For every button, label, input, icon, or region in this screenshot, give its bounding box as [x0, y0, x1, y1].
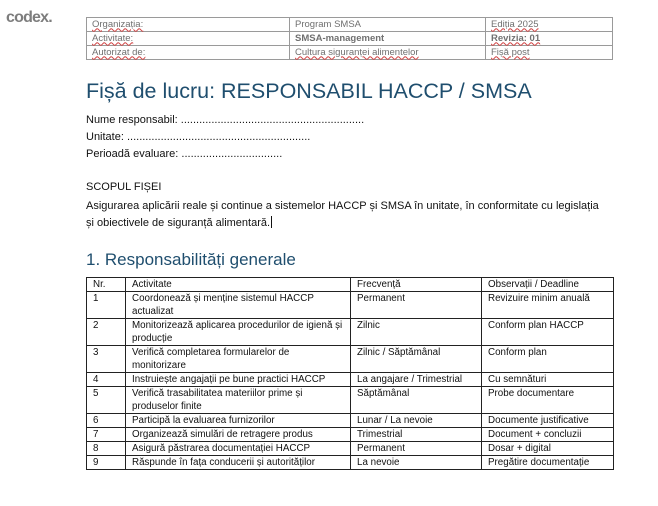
row-number: 8: [87, 442, 126, 456]
row-observations: Conform plan HACCP: [482, 319, 614, 346]
row-activity: Verifică trasabilitatea materiilor prime și produselor finite: [126, 387, 351, 414]
row-frequency: La nevoie: [351, 456, 482, 470]
column-header-frequency: Frecvență: [351, 278, 482, 292]
row-frequency: Zilnic / Săptămânal: [351, 346, 482, 373]
column-header-observations: Observații / Deadline: [482, 278, 614, 292]
text-cursor: [271, 216, 272, 228]
header-doc-type: Fișă post: [491, 46, 530, 58]
row-observations: Dosar + digital: [482, 442, 614, 456]
row-activity: Asigură păstrarea documentației HACCP: [126, 442, 351, 456]
table-row: [87, 292, 614, 319]
unit-field[interactable]: Unitate: ............................................................: [86, 131, 311, 143]
row-frequency: Zilnic: [351, 319, 482, 346]
row-frequency: Permanent: [351, 442, 482, 456]
scope-heading: SCOPUL FIȘEI: [86, 181, 162, 193]
row-number: 3: [87, 346, 126, 373]
document-title: Fișă de lucru: RESPONSABIL HACCP / SMSA: [86, 79, 532, 103]
scope-paragraph[interactable]: Asigurarea aplicării reale și continue a sistemelor HACCP și SMSA în unitate, în conformitate cu legislația și obiectivele de siguranță alimentară.: [86, 200, 599, 229]
row-number: 2: [87, 319, 126, 346]
row-number: 7: [87, 428, 126, 442]
header-authorized-label: Autorizat de:: [92, 46, 146, 58]
header-activity-label: Activitate:: [92, 32, 134, 44]
table-row: [87, 319, 614, 346]
codex-logo: codex.: [6, 9, 52, 26]
responsible-name-field[interactable]: Nume responsabil: ............................................................: [86, 114, 365, 126]
row-observations: Documente justificative: [482, 414, 614, 428]
table-row: [87, 373, 614, 387]
row-observations: Cu semnături: [482, 373, 614, 387]
row-frequency: La angajare / Trimestrial: [351, 373, 482, 387]
row-activity: Participă la evaluarea furnizorilor: [126, 414, 351, 428]
header-row: [87, 46, 613, 60]
document-header-table: [86, 17, 613, 60]
header-authorized-value: Cultura siguranței alimentelor: [295, 46, 419, 58]
row-number: 1: [87, 292, 126, 319]
table-row: [87, 414, 614, 428]
row-observations: Revizuire minim anuală: [482, 292, 614, 319]
row-activity: Organizează simulări de retragere produs: [126, 428, 351, 442]
section-heading: 1. Responsabilități generale: [86, 250, 296, 269]
row-observations: Document + concluzii: [482, 428, 614, 442]
row-activity: Răspunde în fața conducerii și autorităților: [126, 456, 351, 470]
row-observations: Probe documentare: [482, 387, 614, 414]
row-frequency: Lunar / La nevoie: [351, 414, 482, 428]
row-activity: Instruiește angajații pe bune practici HACCP: [126, 373, 351, 387]
row-frequency: Trimestrial: [351, 428, 482, 442]
header-row: [87, 32, 613, 46]
header-organization-label: Organizația:: [92, 18, 144, 30]
row-number: 9: [87, 456, 126, 470]
evaluation-period-field[interactable]: Perioadă evaluare: .................................: [86, 148, 283, 160]
table-row: [87, 346, 614, 373]
row-frequency: Permanent: [351, 292, 482, 319]
header-revision: Revizia: 01: [491, 32, 541, 44]
row-activity: Monitorizează aplicarea procedurilor de igienă și producție: [126, 319, 351, 346]
row-activity: Verifică completarea formularelor de monitorizare: [126, 346, 351, 373]
header-activity-value: SMSA-management: [290, 32, 486, 46]
row-activity: Coordonează și menține sistemul HACCP actualizat: [126, 292, 351, 319]
table-row: [87, 456, 614, 470]
row-frequency: Săptămânal: [351, 387, 482, 414]
table-row: [87, 387, 614, 414]
table-row: [87, 442, 614, 456]
table-header-row: [87, 278, 614, 292]
row-observations: Pregătire documentație: [482, 456, 614, 470]
row-number: 4: [87, 373, 126, 387]
responsibilities-table: [86, 277, 614, 470]
header-row: [87, 18, 613, 32]
row-observations: Conform plan: [482, 346, 614, 373]
table-row: [87, 428, 614, 442]
header-organization-value: Program SMSA: [290, 18, 486, 32]
row-number: 5: [87, 387, 126, 414]
column-header-activity: Activitate: [126, 278, 351, 292]
column-header-nr: Nr.: [87, 278, 126, 292]
header-edition: Ediția 2025: [491, 18, 539, 30]
row-number: 6: [87, 414, 126, 428]
